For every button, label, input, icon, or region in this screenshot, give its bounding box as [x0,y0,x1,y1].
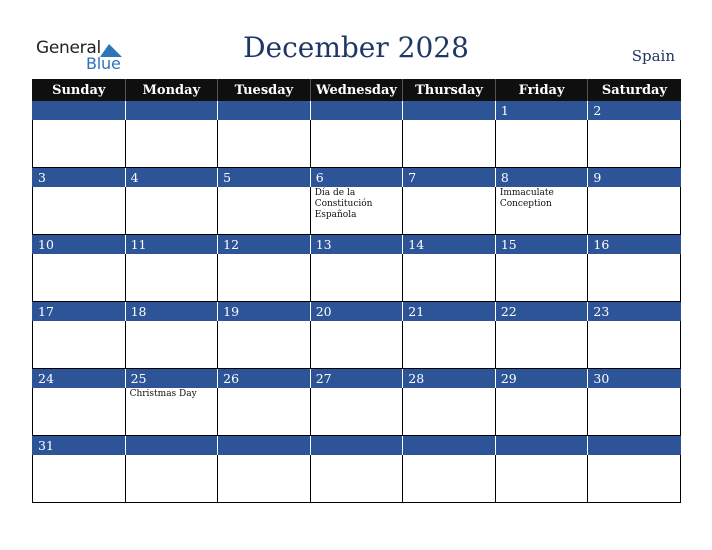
weekday-header: Thursday [403,79,496,101]
day-number [125,101,218,120]
day-number: 4 [125,168,218,188]
calendar-grid [32,79,681,503]
day-number: 28 [403,369,496,389]
day-number [403,436,496,456]
day-cell[interactable] [495,254,588,302]
day-cell[interactable] [310,388,403,436]
day-cell[interactable] [310,120,403,168]
day-number [125,436,218,456]
day-number: 24 [33,369,126,389]
week-number-row [33,101,681,120]
week-number-row [33,369,681,389]
day-cell[interactable] [125,455,218,503]
week-number-row [33,436,681,456]
day-number: 27 [310,369,403,389]
logo-text-general: General [36,38,101,58]
country-label: Spain [631,47,675,65]
day-number: 13 [310,235,403,255]
day-cell[interactable] [403,388,496,436]
day-number [310,436,403,456]
holiday-event[interactable]: Christmas Day [125,388,218,436]
day-number [403,101,496,120]
day-number: 8 [495,168,588,188]
day-number: 30 [588,369,681,389]
day-cell[interactable] [33,120,126,168]
day-cell[interactable] [403,321,496,369]
day-number: 10 [33,235,126,255]
day-number: 19 [218,302,311,322]
day-number [33,101,126,120]
day-number: 18 [125,302,218,322]
holiday-event[interactable]: Immaculate Conception [495,187,588,235]
day-number [310,101,403,120]
day-cell[interactable] [218,120,311,168]
weekday-header: Tuesday [218,79,311,101]
day-number: 21 [403,302,496,322]
day-cell[interactable] [218,187,311,235]
day-cell[interactable] [218,254,311,302]
weekday-header: Saturday [588,79,681,101]
day-number: 23 [588,302,681,322]
day-number: 15 [495,235,588,255]
day-cell[interactable] [125,187,218,235]
day-number: 12 [218,235,311,255]
day-cell[interactable] [588,388,681,436]
weekday-header-row [33,79,681,101]
week-body-row [33,455,681,503]
day-number: 26 [218,369,311,389]
day-number: 1 [495,101,588,120]
week-body-row [33,120,681,168]
day-cell[interactable] [218,388,311,436]
day-cell[interactable] [310,455,403,503]
day-cell[interactable] [33,455,126,503]
day-number: 2 [588,101,681,120]
weekday-header: Monday [125,79,218,101]
day-cell[interactable] [33,187,126,235]
day-number: 14 [403,235,496,255]
week-number-row [33,235,681,255]
day-cell[interactable] [588,321,681,369]
weekday-header: Sunday [33,79,126,101]
day-cell[interactable] [310,321,403,369]
day-number: 16 [588,235,681,255]
day-number: 25 [125,369,218,389]
calendar-title: December 2028 [243,31,469,64]
week-body-row [33,254,681,302]
day-cell[interactable] [33,254,126,302]
day-number: 6 [310,168,403,188]
day-cell[interactable] [33,321,126,369]
day-cell[interactable] [495,455,588,503]
day-cell[interactable] [588,120,681,168]
day-number: 7 [403,168,496,188]
week-body-row [33,187,681,235]
day-number: 11 [125,235,218,255]
day-number: 9 [588,168,681,188]
week-body-row [33,388,681,436]
day-number [588,436,681,456]
day-cell[interactable] [403,120,496,168]
day-cell[interactable] [33,388,126,436]
day-cell[interactable] [495,120,588,168]
day-number [218,101,311,120]
day-number: 17 [33,302,126,322]
day-cell[interactable] [588,455,681,503]
day-number: 22 [495,302,588,322]
day-number: 29 [495,369,588,389]
day-cell[interactable] [125,120,218,168]
logo-text-blue: Blue [86,54,121,73]
day-number [218,436,311,456]
day-cell[interactable] [588,187,681,235]
day-cell[interactable] [310,254,403,302]
day-number: 20 [310,302,403,322]
day-cell[interactable] [403,455,496,503]
day-cell[interactable] [218,455,311,503]
day-cell[interactable] [125,321,218,369]
day-cell[interactable] [588,254,681,302]
week-number-row [33,302,681,322]
day-number: 3 [33,168,126,188]
day-cell[interactable] [403,187,496,235]
day-number [495,436,588,456]
week-body-row [33,321,681,369]
day-cell[interactable] [495,321,588,369]
day-cell[interactable] [218,321,311,369]
week-number-row [33,168,681,188]
day-cell[interactable] [495,388,588,436]
day-cell[interactable] [125,254,218,302]
holiday-event[interactable]: Día de la Constitución Española [310,187,403,235]
weekday-header: Wednesday [310,79,403,101]
day-cell[interactable] [403,254,496,302]
weekday-header: Friday [495,79,588,101]
day-number: 31 [33,436,126,456]
day-number: 5 [218,168,311,188]
